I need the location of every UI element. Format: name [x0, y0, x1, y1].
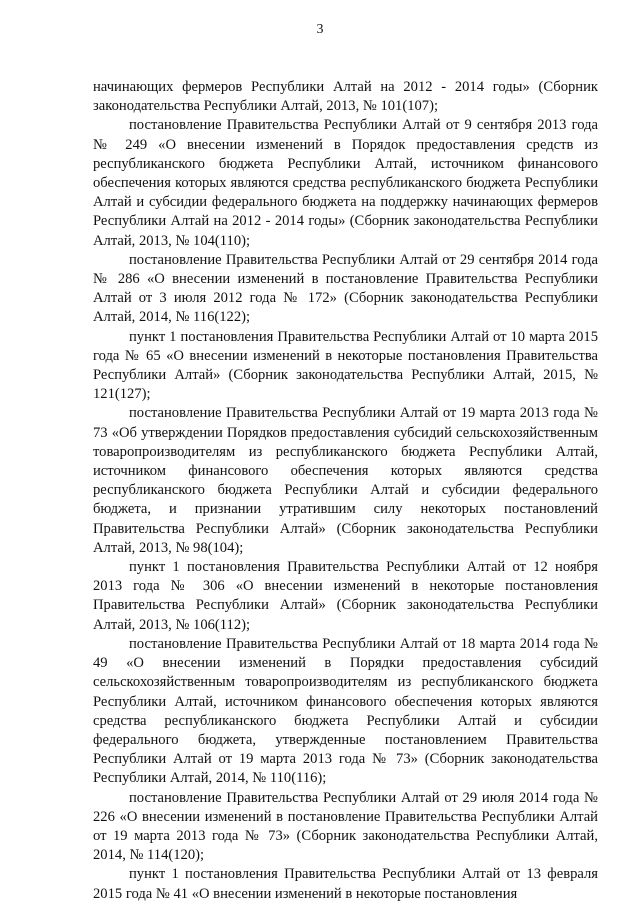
page-number: 3	[316, 22, 324, 37]
paragraph-7: постановление Правительства Республики Алтай от 18 марта 2014 года № 49 «О внесении изменений в Порядки предоставления субсидий сельскохозяйственным товаропроизводителям из республиканского бюджета Республики Алтай, источником финансового обеспечения которых являются средства республиканского бюджета Республики Алтай и субсидии федерального бюджета, утвержденные постановлением Правительства Республики Алтай от 19 марта 2013 года № 73» (Сборник законодательства Республики Алтай, 2014, № 110(116);	[93, 635, 598, 787]
paragraph-4: пункт 1 постановления Правительства Республики Алтай от 10 марта 2015 года № 65 «О внесении изменений в некоторые постановления Правительства Республики Алтай» (Сборник законодательства Республики Алтай, 2015, № 121(127);	[93, 328, 598, 403]
paragraph-1: начинающих фермеров Республики Алтай на 2012 - 2014 годы» (Сборник законодательства Республики Алтай, 2013, № 101(107);	[93, 79, 598, 115]
paragraph-5: постановление Правительства Республики Алтай от 19 марта 2013 года № 73 «Об утверждении Порядков предоставления субсидий сельскохозяйственным товаропроизводителям из республиканского бюджета Республики Алтай, источником финансового обеспечения которых являются средства республиканского бюджета Республики Алтай и субсидии федерального бюджета, и признании утратившим силу некоторых постановлений Правительства Республики Алтай» (Сборник законодательства Республики Алтай, 2013, № 98(104);	[93, 405, 598, 556]
paragraph-8: постановление Правительства Республики Алтай от 29 июля 2014 года № 226 «О внесении изменений в постановление Правительства Республики Алтай от 19 марта 2013 года № 73» (Сборник законодательства Республики Алтай, 2014, № 114(120);	[93, 789, 598, 864]
paragraph-2: постановление Правительства Республики Алтай от 9 сентября 2013 года № 249 «О внесении изменений в Порядок предоставления средств из республиканского бюджета Республики Алтай, источником финансового обеспечения которых являются средства республиканского бюджета Республики Алтай и субсидии федерального бюджета на поддержку начинающих фермеров Республики Алтай на 2012 - 2014 годы» (Сборник законодательства Республики Алтай, 2013, № 104(110);	[93, 117, 598, 249]
paragraph-6: пункт 1 постановления Правительства Республики Алтай от 12 ноября 2013 года № 306 «О внесении изменений в некоторые постановления Правительства Республики Алтай» (Сборник законодательства Республики Алтай, 2013, № 106(112);	[93, 559, 598, 633]
paragraph-3: постановление Правительства Республики Алтай от 29 сентября 2014 года № 286 «О внесении изменений в постановление Правительства Республики Алтай от 3 июля 2012 года № 172» (Сборник законодательства Республики Алтай, 2014, № 116(122);	[93, 251, 598, 326]
document-body	[93, 78, 598, 904]
paragraph-9: пункт 1 постановления Правительства Республики Алтай от 13 февраля 2015 года № 41 «О внесении изменений в некоторые постановления	[93, 866, 598, 902]
